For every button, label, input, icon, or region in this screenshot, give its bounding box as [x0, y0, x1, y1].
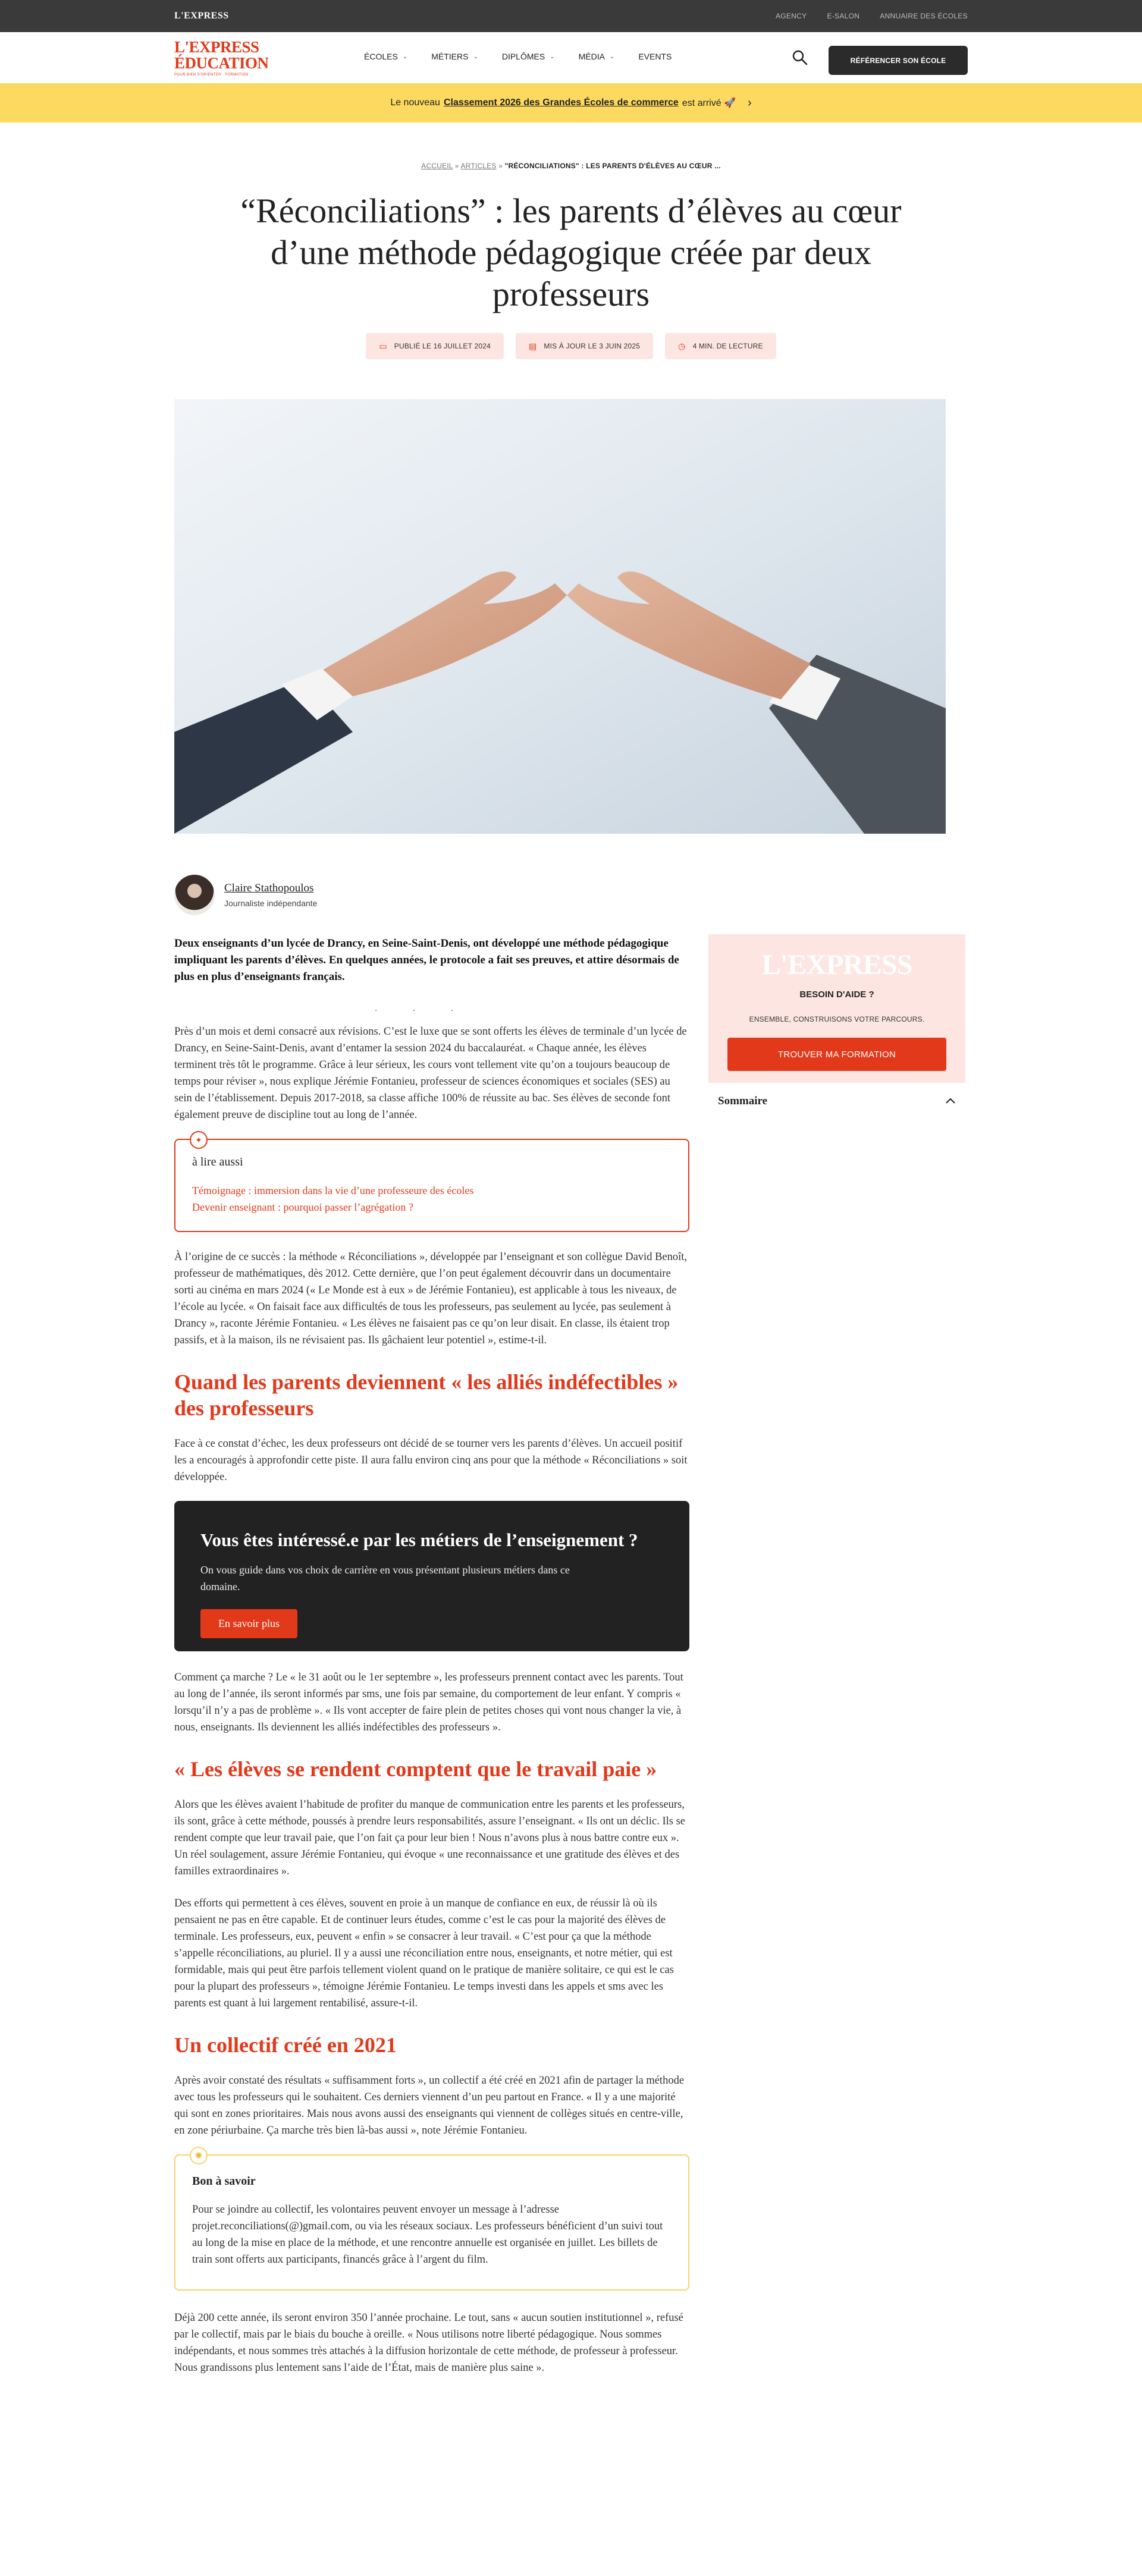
nav-item-diplomes[interactable]: [502, 52, 555, 61]
breadcrumb-current: "RÉCONCILIATIONS" : LES PARENTS D'ÉLÈVES AU CŒUR ...: [504, 162, 721, 170]
logo-line-2: ÉDUCATION: [174, 54, 269, 72]
read-also-link-2[interactable]: Devenir enseignant : pourquoi passer l’agrégation ?: [192, 1201, 413, 1213]
logo-tagline: POUR BIEN S'ORIENTER · FORMATION: [174, 73, 249, 77]
content-layout: [174, 875, 1142, 2392]
topbar-brand[interactable]: L'EXPRESS: [174, 11, 229, 21]
promo-title: Vous êtes intéressé.e par les métiers de l’enseignement ?: [200, 1529, 638, 1550]
article-body: [174, 875, 689, 2392]
article-lead: Deux enseignants d’un lycée de Drancy, en Seine-Saint-Denis, ont développé une méthode pédagogique impliquant les parents d’élèves. En quelques années, le protocole a fait ses preuves, et attire désormais de plus en plus d’enseignants français.: [174, 937, 679, 983]
announcement-banner: [0, 83, 1142, 122]
chevron-right-icon[interactable]: ›: [748, 96, 752, 109]
article-meta: [0, 333, 1142, 359]
clock-icon: ◷: [678, 341, 686, 351]
nav-label: DIPLÔMES: [501, 52, 545, 61]
register-school-button[interactable]: RÉFÉRENCER SON ÉCOLE: [829, 46, 968, 75]
nav-label: MÉDIA: [578, 52, 605, 61]
reading-time: 4 MIN. DE LECTURE: [692, 342, 763, 350]
topbar-link-esalon[interactable]: E-SALON: [827, 12, 860, 20]
document-icon: ▤: [528, 341, 537, 351]
nav-label: EVENTS: [638, 52, 672, 61]
section-heading-2: « Les élèves se rendent comptent que le travail paie »: [174, 1757, 657, 1781]
sidebar-logo: L'EXPRESS: [761, 949, 912, 981]
updated-chip: [516, 333, 653, 359]
help-title: BESOIN D'AIDE ?: [799, 989, 874, 1000]
author-avatar[interactable]: [174, 875, 215, 915]
good-to-know-title: Bon à savoir: [192, 2175, 256, 2188]
nav-label: ÉCOLES: [364, 52, 398, 61]
help-subtitle: ENSEMBLE, CONSTRUISONS VOTRE PARCOURS.: [749, 1015, 925, 1023]
breadcrumb-separator: »: [498, 162, 505, 170]
summary-toggle[interactable]: [708, 1083, 965, 1120]
paragraph-2: À l’origine de ce succès : la méthode « Réconciliations », développée par l’enseignant et son collègue David Benoît, professeur de mathématiques, dès 2012. Cette dernière, que l’on peut également découvrir dans un documentaire sorti au cinéma en mars 2024 (« Le Monde est à eux » de Jérémie Fontanieu), est applicable à tous les niveaux, de l’école au lycée. « On faisait face aux difficultés de tous les professeurs, pas seulement au lycée, pas seulement à Drancy », raconte Jérémie Fontanieu. « Les élèves ne faisaient pas ce qu’on leur disait. En classe, ils étaient trop passifs, et à la maison, ils ne révisaient pas. Ils gâchaient leur potentiel », estime-t-il.: [174, 1251, 688, 1346]
published-date: PUBLIÉ LE 16 JUILLET 2024: [394, 342, 491, 350]
topbar-links: [776, 12, 968, 20]
summary-title: Sommaire: [718, 1095, 768, 1107]
paragraph-4: Comment ça marche ? Le « le 31 août ou le 1er septembre », les professeurs prennent contact avec les parents. Tout au long de l’année, ils seront informés par sms, une fois par semaine, du comportement de leur enfant. Y compris « lorsqu’il n’y a pas de problème ». « Ils vont accepter de faire plein de petites choses qui vont nous changer la vie, à nous, enseignants. Ils deviennent les alliés indéfectibles des professeurs ».: [174, 1672, 683, 1733]
search-icon[interactable]: [791, 49, 809, 67]
logo-line-1: L'EXPRESS: [174, 37, 259, 56]
nav-item-events[interactable]: [638, 52, 672, 61]
chevron-up-icon[interactable]: [945, 1097, 956, 1107]
nav-label: MÉTIERS: [431, 52, 469, 61]
chevron-down-icon: ⌄: [550, 53, 555, 60]
paragraph-1: Près d’un mois et demi consacré aux révisions. C’est le luxe que se sont offerts les élèves de terminale d’un lycée de Drancy, en Seine-Saint-Denis, avant d’entamer la session 2024 du baccalauréat. « Chaque année, les élèves terminent très tôt le programme. Grâce à leur sérieux, les cours vont tellement vite qu’on a toujours beaucoup de temps pour réviser », nous explique Jérémie Fontanieu, professeur de sciences économiques et sociales (SES) au sein de l’établissement. Depuis 2017-2018, sa classe affiche 100% de réussite au bac. Ses élèves de seconde font également preuve de discipline tout au long de l’année.: [174, 1026, 687, 1121]
topbar-link-annuaire[interactable]: ANNUAIRE DES ÉCOLES: [880, 12, 968, 20]
read-also-box: [174, 1135, 689, 1232]
nav-item-metiers[interactable]: [431, 52, 478, 61]
published-chip: [366, 333, 504, 359]
section-heading-3: Un collectif créé en 2021: [174, 2033, 397, 2057]
main-navigation: [0, 32, 1142, 83]
sidebar: [708, 934, 965, 2392]
author-role: Journaliste indépendante: [224, 899, 318, 908]
lightbulb-icon: ✺: [190, 2147, 208, 2165]
banner-suffix: est arrivé 🚀: [682, 98, 736, 108]
chevron-down-icon: ⌄: [402, 53, 408, 60]
top-bar: [0, 0, 1142, 32]
author-block: [174, 875, 689, 915]
topbar-link-agency[interactable]: AGENCY: [775, 12, 807, 20]
paragraph-5: Alors que les élèves avaient l’habitude de profiter du manque de communication entre les parents et les professeurs, ils sont, grâce à cette méthode, poussés à prendre leurs responsabilités, assure l’enseignant. « Ils ont un déclic. Ils se rendent compte que leur travail paie, que l’on fait ça pour leur bien ! Nous n’avons plus à nous battre contre eux ». Un réel soulagement, assure Jérémie Fontanieu, qui évoque « une reconnaissance et une gratitude des élèves et des familles extraordinaires ».: [174, 1799, 685, 1877]
banner-link[interactable]: Classement 2026 des Grandes Écoles de commerce: [443, 98, 679, 108]
paragraph-6: Des efforts qui permettent à ces élèves, souvent en proie à un manque de confiance en eux, de réussir là où ils pensaient ne pas en être capable. Et de continuer leurs études, comme c’est le cas pour la majorité des élèves de terminale. Les professeurs, eux, peuvent « enfin » se consacrer à leur travail. « C’est pour ça que la méthode s’appelle réconciliations, au pluriel. Il y a aussi une réconciliation entre nous, enseignants, et notre métier, qui est formidable, mais qui peut être parfois tellement violent quand on le pratique de manière solitaire, ce qui est le cas pour la plupart des professeurs », témoigne Jérémie Fontanieu. Le temps investi dans les appels et sms avec les parents est quant à lui largement rentabilisé, assure-t-il.: [174, 1898, 674, 2009]
help-box: [708, 934, 965, 1083]
promo-text: On vous guide dans vos choix de carrière en vous présentant plusieurs métiers dans ce domaine.: [200, 1564, 570, 1592]
breadcrumb-separator: »: [454, 162, 461, 170]
updated-date: MIS À JOUR LE 3 JUIN 2025: [544, 342, 641, 350]
nav-item-media[interactable]: [579, 52, 615, 61]
learn-more-button[interactable]: En savoir plus: [200, 1609, 297, 1638]
paragraph-3: Face à ce constat d’échec, les deux professeurs ont décidé de se tourner vers les parents d’élèves. Un accueil positif les a encouragés à approfondir cette piste. Il aura fallu environ cinq ans pour que la méthode « Réconciliations » soit développée.: [174, 1438, 688, 1483]
site-logo[interactable]: [174, 39, 269, 77]
banner-prefix: Le nouveau: [390, 98, 440, 108]
breadcrumb-home[interactable]: ACCUEIL: [421, 162, 453, 170]
breadcrumb-articles[interactable]: ARTICLES: [460, 162, 497, 170]
section-heading-1: Quand les parents deviennent « les alliés indéfectibles » des professeurs: [174, 1370, 679, 1420]
paragraph-8: Déjà 200 cette année, ils seront environ 350 l’année prochaine. Le tout, sans « aucun soutien institutionnel », refusé par le collectif, mais par le biais du bouche à oreille. « Nous utilisons notre liberté pédagogique. Nous sommes indépendants, et nous sommes très attachés à la diffusion horizontale de cette méthode, de professeur à professeur. Nous grandissons plus lentement sans l’aide de l’État, mais de manière plus saine ».: [174, 2312, 683, 2374]
good-to-know-text: Pour se joindre au collectif, les volontaires peuvent envoyer un message à l’adresse projet.reconciliations(@)gmail.com, ou via les réseaux sociaux. Les professeurs bénéficient d’un suivi tout au long de la mise en place de la méthode, et une rencontre annuelle est organisée en juillet. Les billets de train sont offerts aux participants, financés grâce à l’argent du film.: [192, 2204, 663, 2266]
career-promo-box: [174, 1501, 689, 1651]
chevron-down-icon: ⌄: [473, 53, 478, 60]
nav-item-ecoles[interactable]: [364, 52, 407, 61]
folder-icon: ▭: [379, 341, 387, 351]
paragraph-7: Après avoir constaté des résultats « suffisamment forts », un collectif a été créé en 2021 afin de partager la méthode avec tous les professeurs qui le souhaitent. Ces derniers viennent d’un peu partout en France. « Il y a une majorité qui sont en zones prioritaires. Mais nous avons aussi des enseignants qui viennent de collèges situés en centre-ville, en zone périurbaine. Ça marche très bien là-bas aussi », note Jérémie Fontanieu.: [174, 2075, 685, 2137]
chevron-down-icon: ⌄: [609, 53, 615, 60]
author-name[interactable]: Claire Stathopoulos: [224, 882, 314, 894]
good-to-know-box: [174, 2151, 689, 2291]
separator-dots: ...: [375, 1003, 489, 1013]
link-icon: ✦: [190, 1131, 208, 1149]
find-training-button[interactable]: TROUVER MA FORMATION: [727, 1038, 946, 1071]
read-also-link-1[interactable]: Témoignage : immersion dans la vie d’une professeure des écoles: [192, 1185, 474, 1196]
reading-time-chip: [665, 333, 776, 359]
read-also-title: à lire aussi: [192, 1155, 243, 1168]
breadcrumb: [0, 162, 1142, 170]
nav-menu: [364, 52, 672, 61]
hero-image: [174, 399, 946, 834]
article-title: “Réconciliations” : les parents d’élèves au cœur d’une méthode pédagogique créée par deux professeurs: [240, 191, 902, 313]
